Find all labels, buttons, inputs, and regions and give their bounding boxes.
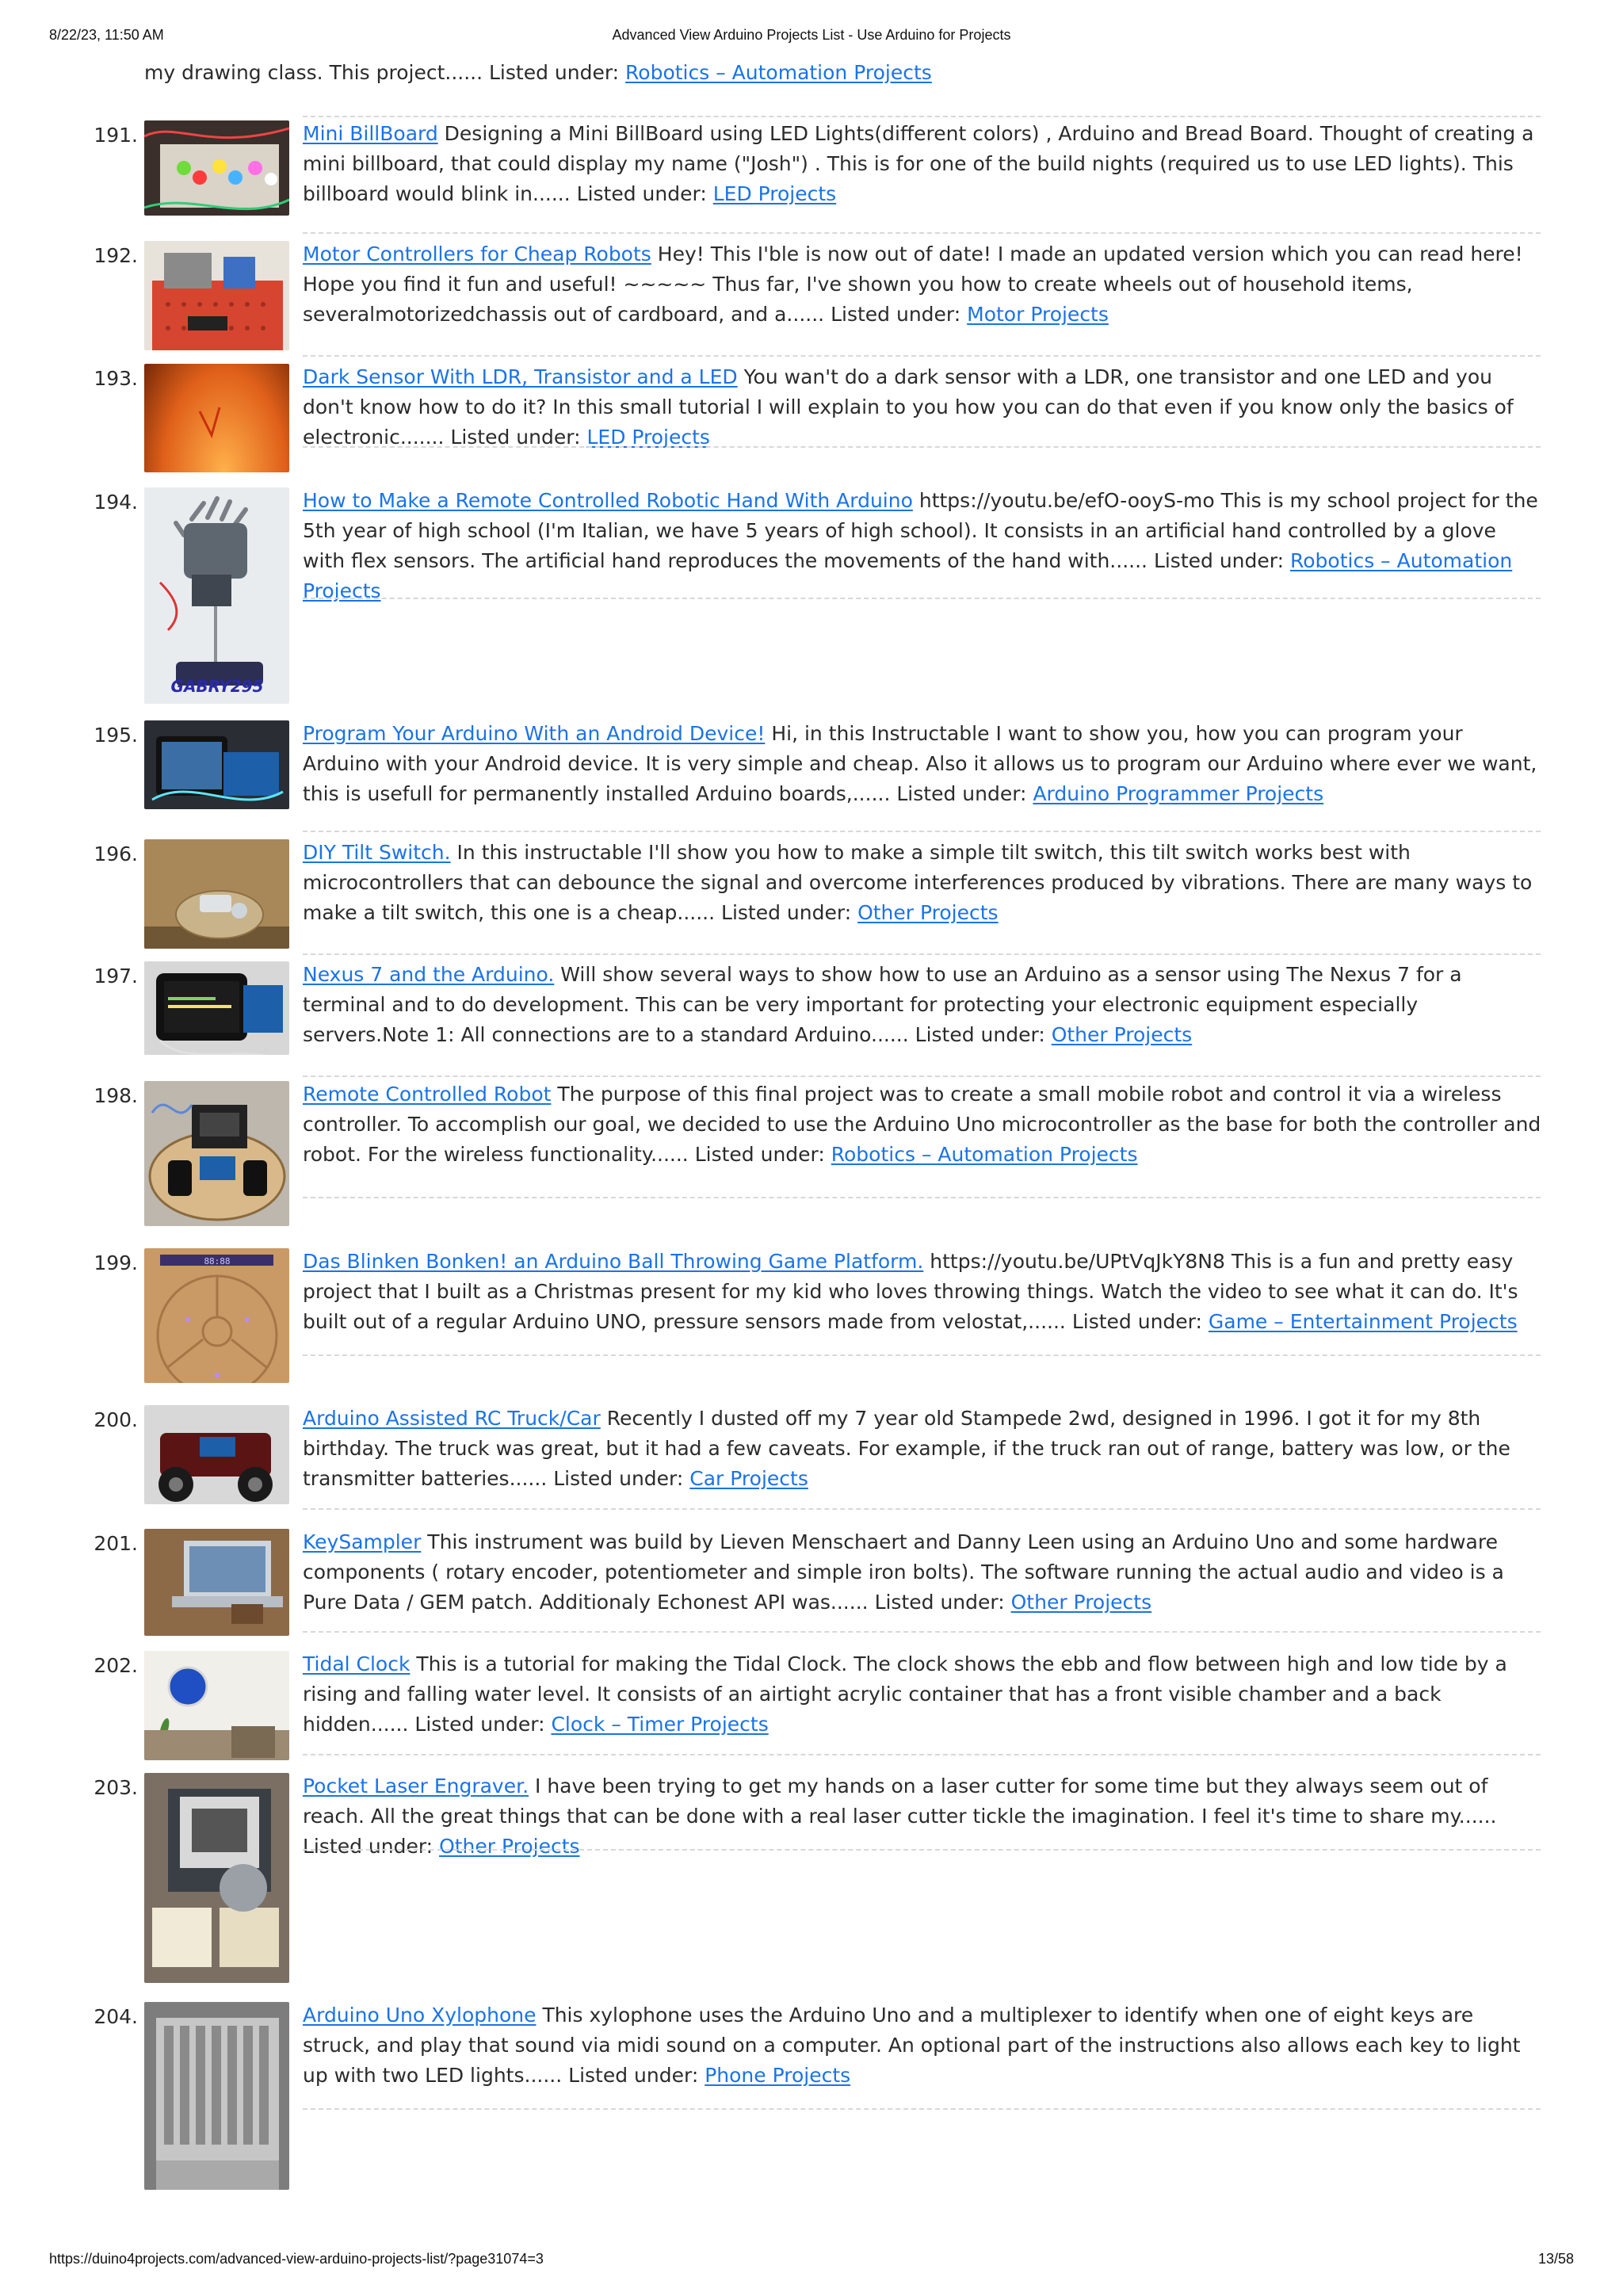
listed-under-label: Listed under: <box>568 2064 699 2087</box>
item-description <box>303 1527 1542 1618</box>
project-thumbnail[interactable] <box>144 241 289 350</box>
project-thumbnail[interactable] <box>144 487 289 704</box>
listed-under-label: Listed under: <box>874 1591 1005 1614</box>
print-footer <box>0 2251 1623 2275</box>
item-divider <box>303 232 1541 234</box>
item-divider <box>303 831 1541 832</box>
item-description <box>303 1404 1542 1494</box>
project-thumbnail[interactable] <box>144 1773 289 1983</box>
project-summary: You wan't do a dark sensor with a LDR, one transistor and one LED and you don't know how to do it? In this small tutorial I will explain to you how you can do that even if you know only the basics of electronic....... <box>303 365 1514 449</box>
item-description <box>303 362 1542 453</box>
item-description <box>303 239 1542 330</box>
project-title-link[interactable]: Tidal Clock <box>303 1652 411 1675</box>
project-category-link[interactable]: LED Projects <box>586 426 710 449</box>
listed-under-label: Listed under: <box>831 303 961 326</box>
scoreboard-caption: 88:88 <box>204 1256 231 1266</box>
listed-under-label: Listed under: <box>450 426 581 449</box>
listed-under-label: Listed under: <box>694 1143 825 1166</box>
intro-category-link[interactable]: Robotics – Automation Projects <box>625 61 932 84</box>
listed-under-label: Listed under: <box>576 182 707 205</box>
project-summary: Will show several ways to show how to use an Arduino as a sensor using The Nexus 7 for a terminal and to do development. This can be very important for protecting your electronic equipment especially servers.Note 1: All connections are to a standard Arduino...... <box>303 963 1462 1046</box>
project-summary: This is a tutorial for making the Tidal Clock. The clock shows the ebb and flow between high and low tide by a rising and falling water level. It consists of an airtight acrylic container that has a front visible chamber and a back hidden...... <box>303 1652 1507 1736</box>
project-thumbnail[interactable] <box>144 839 289 949</box>
item-number: 196. <box>94 842 138 865</box>
item-description <box>303 2000 1542 2091</box>
project-thumbnail[interactable] <box>144 1248 289 1383</box>
intro-text: my drawing class. This project...... Listed under: <box>144 61 626 84</box>
item-number: 191. <box>94 124 138 147</box>
project-title-link[interactable]: Mini BillBoard <box>303 122 438 145</box>
item-number: 197. <box>94 965 138 988</box>
project-title-link[interactable]: Remote Controlled Robot <box>303 1083 552 1106</box>
item-divider <box>303 1631 1541 1633</box>
listed-under-label: Listed under: <box>553 1467 684 1490</box>
item-description <box>303 1079 1542 1170</box>
print-datetime: 8/22/23, 11:50 AM <box>49 27 164 43</box>
item-description <box>303 119 1542 209</box>
project-summary: Designing a Mini BillBoard using LED Lights(different colors) , Arduino and Bread Board. Thought of creating a mini billboard, that could display my name ("Josh") . This is for one of the build nights (required us to use LED lights). This billboard would blink in...... <box>303 122 1534 205</box>
project-summary: The purpose of this final project was to create a small mobile robot and control it via a wireless controller. To accomplish our goal, we decided to use the Arduino Uno microcontroller as the base for both the controller and robot. For the wireless functionality...... <box>303 1083 1541 1166</box>
print-page-title: Advanced View Arduino Projects List - Use Arduino for Projects <box>612 27 1011 43</box>
item-divider <box>303 446 1541 448</box>
item-divider <box>303 1197 1541 1198</box>
project-thumbnail[interactable] <box>144 1081 289 1226</box>
project-thumbnail[interactable] <box>144 1405 289 1504</box>
project-thumbnail[interactable] <box>144 1651 289 1760</box>
project-category-link[interactable]: Other Projects <box>439 1835 580 1858</box>
item-description <box>303 719 1542 809</box>
project-category-link[interactable]: Car Projects <box>689 1467 808 1490</box>
project-thumbnail[interactable] <box>144 1529 289 1636</box>
item-number: 199. <box>94 1251 138 1274</box>
project-category-link[interactable]: Arduino Programmer Projects <box>1033 782 1324 805</box>
print-page-count: 13/58 <box>1537 2251 1574 2267</box>
project-title-link[interactable]: Dark Sensor With LDR, Transistor and a LED <box>303 365 738 388</box>
project-category-link[interactable]: Game – Entertainment Projects <box>1208 1310 1518 1333</box>
item-divider <box>303 1075 1541 1077</box>
project-title-link[interactable]: DIY Tilt Switch. <box>303 841 451 864</box>
listed-under-label: Listed under: <box>1153 549 1285 572</box>
item-description <box>303 960 1542 1050</box>
item-divider <box>303 1754 1541 1755</box>
item-number: 200. <box>94 1408 138 1431</box>
project-summary: Recently I dusted off my 7 year old Stampede 2wd, designed in 1996. I got it for my 8th birthday. The truck was great, but it had a few caveats. For example, if the truck ran out of range, battery was low, or the transmitter batteries...... <box>303 1407 1510 1490</box>
project-title-link[interactable]: How to Make a Remote Controlled Robotic Hand With Arduino <box>303 489 913 512</box>
listed-under-label: Listed under: <box>915 1023 1045 1046</box>
previous-item-continuation <box>144 59 1539 87</box>
item-number: 193. <box>94 367 138 390</box>
project-summary: https://youtu.be/efO-ooyS-mo This is my school project for the 5th year of high school (I'm Italian, we have 5 years of high school). It consists in an artificial hand controlled by a glove with flex sensors. The artificial hand reproduces the movements of the hand with...... <box>303 489 1538 572</box>
project-category-link[interactable]: Clock – Timer Projects <box>551 1713 769 1736</box>
item-description <box>303 1247 1542 1337</box>
project-title-link[interactable]: Motor Controllers for Cheap Robots <box>303 243 651 266</box>
item-divider <box>303 1849 1541 1851</box>
item-description <box>303 1649 1542 1740</box>
item-description <box>303 838 1542 928</box>
project-title-link[interactable]: Nexus 7 and the Arduino. <box>303 963 555 986</box>
photo-watermark: GABRY295 <box>170 677 264 696</box>
project-category-link[interactable]: Other Projects <box>1051 1023 1193 1046</box>
project-category-link[interactable]: Other Projects <box>1010 1591 1152 1614</box>
listed-under-label: Listed under: <box>896 782 1027 805</box>
project-category-link[interactable]: Robotics – Automation Projects <box>303 549 1513 602</box>
print-url: https://duino4projects.com/advanced-view-arduino-projects-list/?page31074=3 <box>49 2251 544 2267</box>
project-title-link[interactable]: Das Blinken Bonken! an Arduino Ball Throwing Game Platform. <box>303 1250 924 1273</box>
project-title-link[interactable]: Program Your Arduino With an Android Device! <box>303 722 766 745</box>
project-thumbnail[interactable] <box>144 2002 289 2190</box>
project-category-link[interactable]: Phone Projects <box>705 2064 851 2087</box>
item-number: 202. <box>94 1654 138 1677</box>
project-thumbnail[interactable] <box>144 961 289 1055</box>
project-category-link[interactable]: Robotics – Automation Projects <box>831 1143 1138 1166</box>
item-description <box>303 1771 1542 1862</box>
listed-under-label: Listed under: <box>721 901 852 924</box>
item-divider <box>303 2108 1541 2110</box>
item-divider <box>303 598 1541 599</box>
item-description <box>303 486 1542 606</box>
item-divider <box>303 953 1541 955</box>
item-number: 194. <box>94 491 138 514</box>
listed-under-label: Listed under: <box>303 1835 433 1858</box>
item-number: 204. <box>94 2005 138 2028</box>
project-summary: Hey! This I'ble is now out of date! I made an updated version which you can read here! Hope you find it fun and useful! ~~~~~ Thus far, I've shown you how to create wheels out of household items, severalmotorizedchassis out of cardboard, and a...... <box>303 243 1523 326</box>
project-summary: Hi, in this Instructable I want to show you, how you can program your Arduino with your Android device. It is very simple and cheap. Also it allows us to program our Arduino where ever we want, this is usefull for permanently installed Arduino boards,...... <box>303 722 1537 805</box>
item-number: 203. <box>94 1776 138 1799</box>
print-header <box>0 27 1623 51</box>
item-number: 192. <box>94 244 138 267</box>
project-category-link[interactable]: Motor Projects <box>967 303 1109 326</box>
item-divider <box>303 1508 1541 1510</box>
item-divider <box>303 1354 1541 1356</box>
project-summary: I have been trying to get my hands on a laser cutter for some time but they always seem out of reach. All the great things that can be done with a real laser cutter tickle the imagination. I feel it's time to share my...... <box>303 1775 1497 1828</box>
listed-under-label: Listed under: <box>414 1713 545 1736</box>
project-title-link[interactable]: Pocket Laser Engraver. <box>303 1775 529 1797</box>
item-divider <box>303 116 1541 117</box>
project-summary: https://youtu.be/UPtVqJkY8N8 This is a fun and pretty easy project that I built as a Christmas present for my kid who loves throwing things. Watch the video to see what it can do. It's built out of a regular Arduino UNO, pressure sensors made from velostat,...... <box>303 1250 1518 1333</box>
project-summary: This xylophone uses the Arduino Uno and a multiplexer to identify when one of eight keys are struck, and play that sound via midi sound on a computer. An optional part of the instructions also allows each key to light up with two LED lights...... <box>303 2004 1521 2087</box>
project-summary: In this instructable I'll show you how to make a simple tilt switch, this tilt switch works best with microcontrollers that can debounce the signal and overcome interferences produced by vibrations. There are many ways to make a tilt switch, this one is a cheap...... <box>303 841 1533 924</box>
project-summary: This instrument was build by Lieven Menschaert and Danny Leen using an Arduino Uno and some hardware components ( rotary encoder, potentiometer and simple iron bolts). The software running the actual audio and video is a Pure Data / GEM patch. Additionaly Echonest API was...... <box>303 1530 1504 1614</box>
project-category-link[interactable]: LED Projects <box>712 182 837 205</box>
item-number: 201. <box>94 1532 138 1555</box>
listed-under-label: Listed under: <box>1071 1310 1202 1333</box>
item-number: 198. <box>94 1084 138 1107</box>
item-divider <box>303 355 1541 357</box>
item-number: 195. <box>94 724 138 747</box>
project-thumbnail[interactable] <box>144 120 289 216</box>
project-thumbnail[interactable] <box>144 720 289 809</box>
project-title-link[interactable]: Arduino Assisted RC Truck/Car <box>303 1407 601 1430</box>
project-title-link[interactable]: KeySampler <box>303 1530 422 1553</box>
project-thumbnail[interactable] <box>144 364 289 472</box>
project-category-link[interactable]: Other Projects <box>857 901 999 924</box>
project-title-link[interactable]: Arduino Uno Xylophone <box>303 2004 537 2027</box>
